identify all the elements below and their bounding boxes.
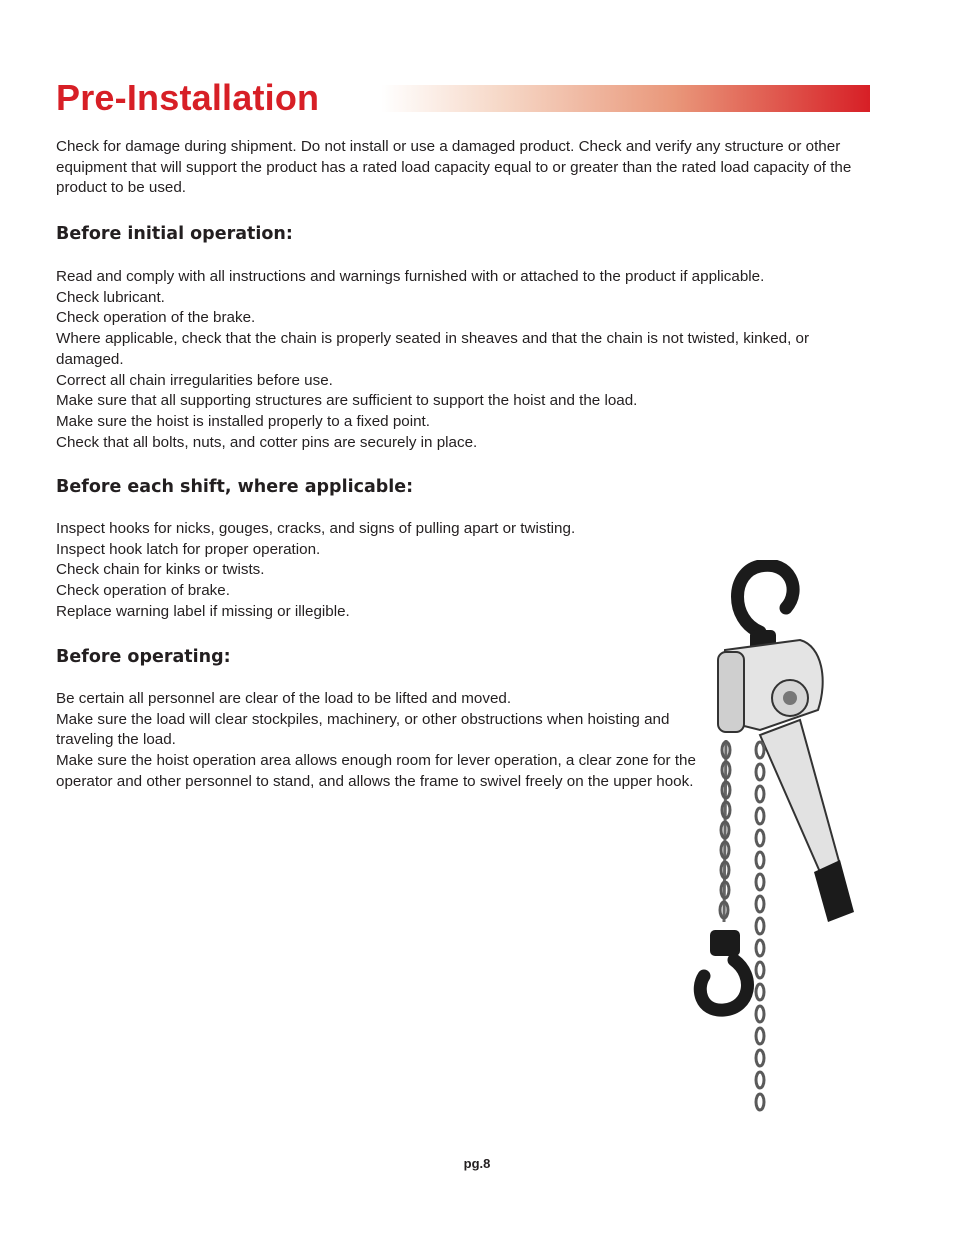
list-item: Where applicable, check that the chain is properly seated in sheaves and that the chain is not twisted, kinked, or damaged.: [56, 330, 810, 368]
list-item: Inspect hook latch for proper operation.: [56, 540, 321, 558]
section-heading-each-shift: Before each shift, where applicable:: [56, 477, 414, 497]
page-title: Pre-Installation: [56, 77, 320, 118]
section-heading-before-operating: Before operating:: [56, 647, 231, 667]
list-item: Check that all bolts, nuts, and cotter pins are securely in place.: [56, 433, 478, 451]
list-item: Correct all chain irregularities before use.: [56, 371, 333, 389]
section-list-initial-operation: [56, 267, 876, 453]
list-item: Check chain for kinks or twists.: [56, 561, 265, 579]
list-item: Inspect hooks for nicks, gouges, cracks, and signs of pulling apart or twisting.: [56, 520, 576, 537]
list-item: Replace warning label if missing or illegible.: [56, 602, 350, 620]
section-list-before-operating: [56, 689, 696, 793]
list-item: Make sure that all supporting structures are sufficient to support the hoist and the load.: [56, 392, 638, 410]
page-number: pg.8: [463, 1156, 491, 1171]
list-item: Make sure the load will clear stockpiles, machinery, or other obstructions when hoisting and traveling the load.: [56, 710, 670, 749]
intro-paragraph: Check for damage during shipment. Do not install or use a damaged product. Check and verify any structure or other equipment that will support the product has a rated load capacity equal to or greater than the rated load capacity of the product to be used.: [56, 138, 852, 197]
title-gradient-bar: [381, 85, 870, 112]
list-item: Read and comply with all instructions and warnings furnished with or attached to the product if applicable.: [56, 268, 765, 285]
list-item: Be certain all personnel are clear of the load to be lifted and moved.: [56, 690, 512, 707]
title-row: [56, 76, 870, 120]
list-item: Check operation of the brake.: [56, 309, 256, 327]
list-item: Make sure the hoist operation area allows enough room for lever operation, a clear zone for the operator and other personnel to stand, and allows the frame to swivel freely on the upper hook.: [56, 752, 696, 790]
section-heading-initial-operation: Before initial operation:: [56, 224, 293, 244]
list-item: Check operation of brake.: [56, 582, 230, 600]
list-item: Check lubricant.: [56, 288, 165, 306]
list-item: Make sure the hoist is installed properly to a fixed point.: [56, 412, 430, 430]
lever-hoist-illustration: [690, 560, 870, 1120]
